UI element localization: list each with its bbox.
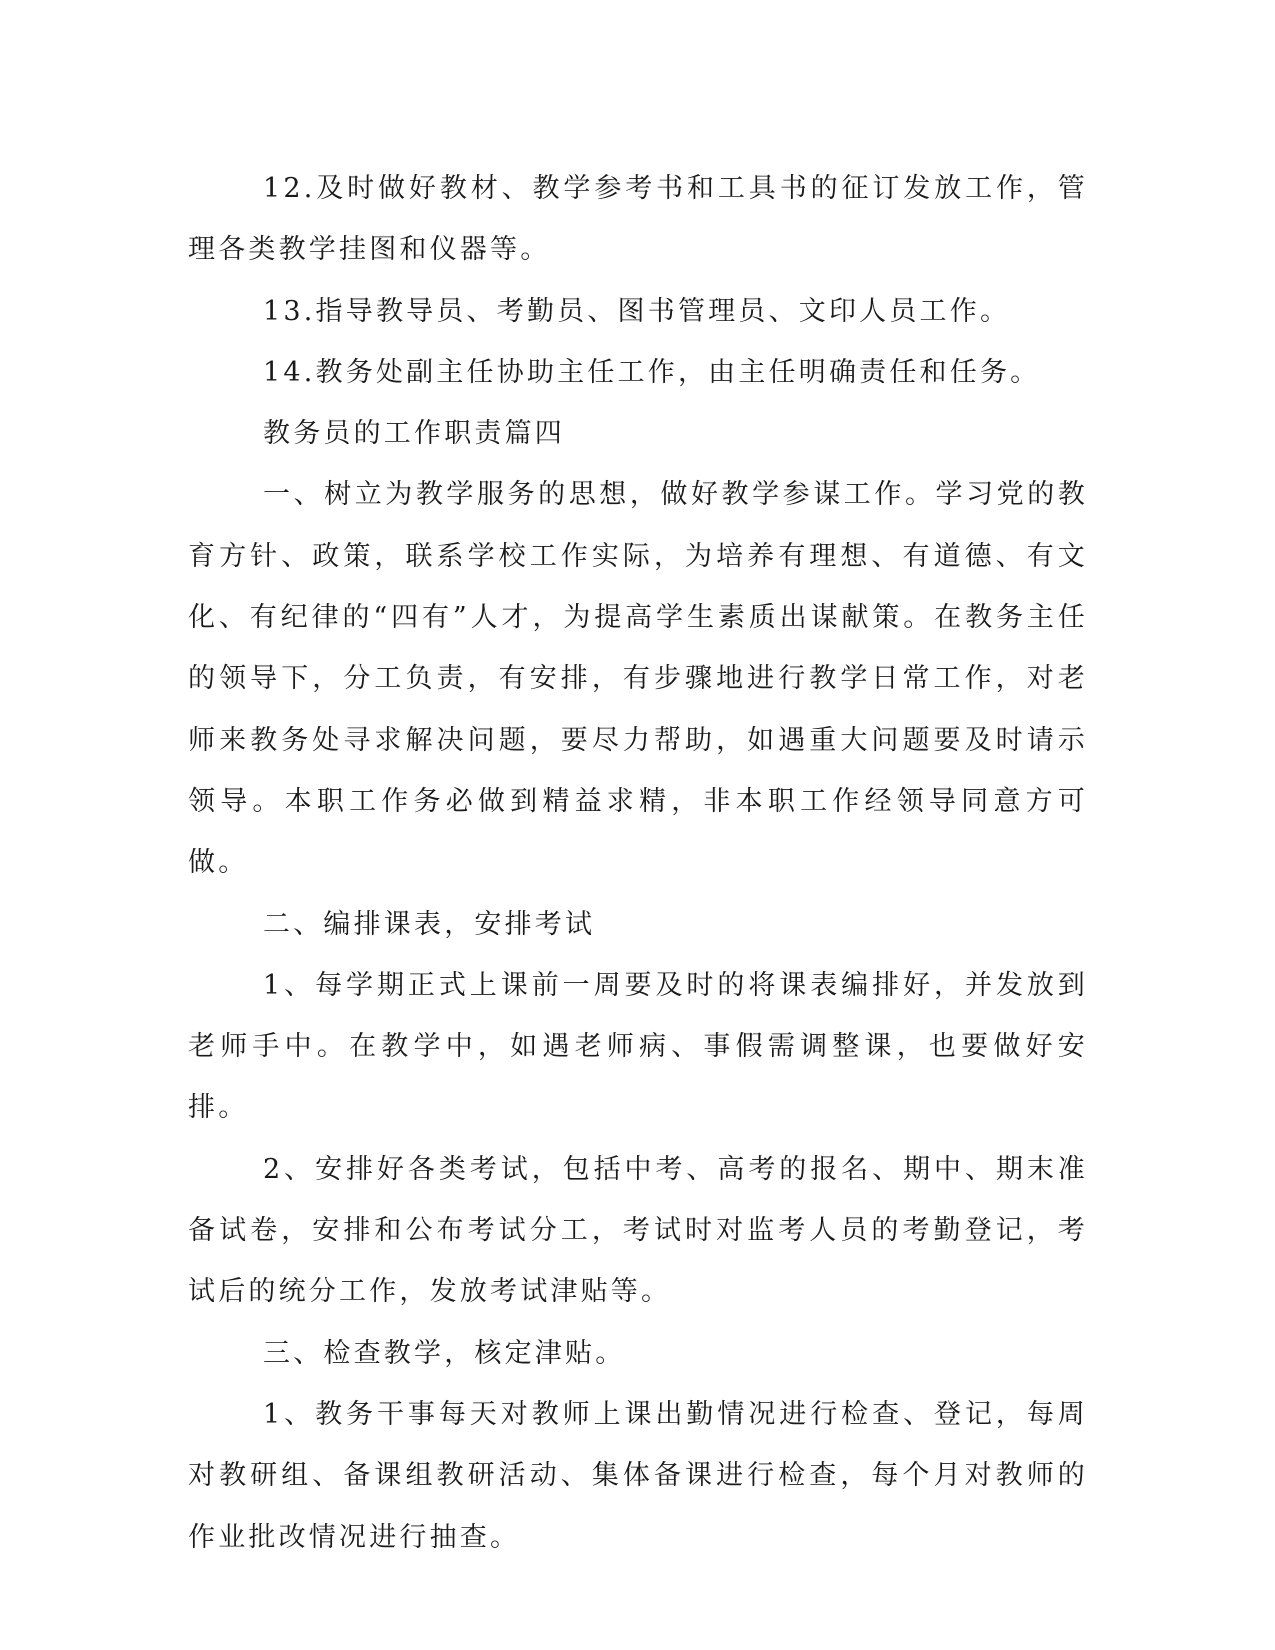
paragraph-section-two-heading: 二、编排课表，安排考试 (263, 908, 596, 940)
paragraph-item-12: 12.及时做好教材、教学参考书和工具书的征订发放工作，管理各类教学挂图和仪器等。 (188, 173, 1088, 266)
paragraph-item-14: 14.教务处副主任协助主任工作，由主任明确责任和任务。 (263, 356, 1041, 388)
paragraph-section-one: 一、树立为教学服务的思想，做好教学参谋工作。学习党的教育方针、政策，联系学校工作实际，为培养有理想、有道德、有文化、有纪律的“四有”人才，为提高学生素质出谋献策。在教务主任的领导下，分工负责，有安排，有步骤地进行教学日常工作，对老师来教务处寻求解决问题，要尽力帮助，如遇重大问题要及时请示领导。本职工作务必做到精益求精，非本职工作经领导同意方可做。 (188, 479, 1088, 879)
paragraph-section-three-heading: 三、检查教学，核定津贴。 (263, 1337, 626, 1369)
paragraph-item-13: 13.指导教导员、考勤员、图书管理员、文印人员工作。 (263, 295, 1011, 327)
document-body (188, 158, 1088, 1568)
paragraph-section-two-item-1: 1、每学期正式上课前一周要及时的将课表编排好，并发放到老师手中。在教学中，如遇老师病、事假需调整课，也要做好安排。 (188, 969, 1088, 1124)
paragraph-section-two-item-2: 2、安排好各类考试，包括中考、高考的报名、期中、期末准备试卷，安排和公布考试分工，考试时对监考人员的考勤登记，考试后的统分工作，发放考试津贴等。 (188, 1153, 1088, 1308)
paragraph-section-three-item-1: 1、教务干事每天对教师上课出勤情况进行检查、登记，每周对教研组、备课组教研活动、集体备课进行检查，每个月对教师的作业批改情况进行抽查。 (188, 1398, 1088, 1553)
section-heading: 教务员的工作职责篇四 (263, 418, 565, 450)
